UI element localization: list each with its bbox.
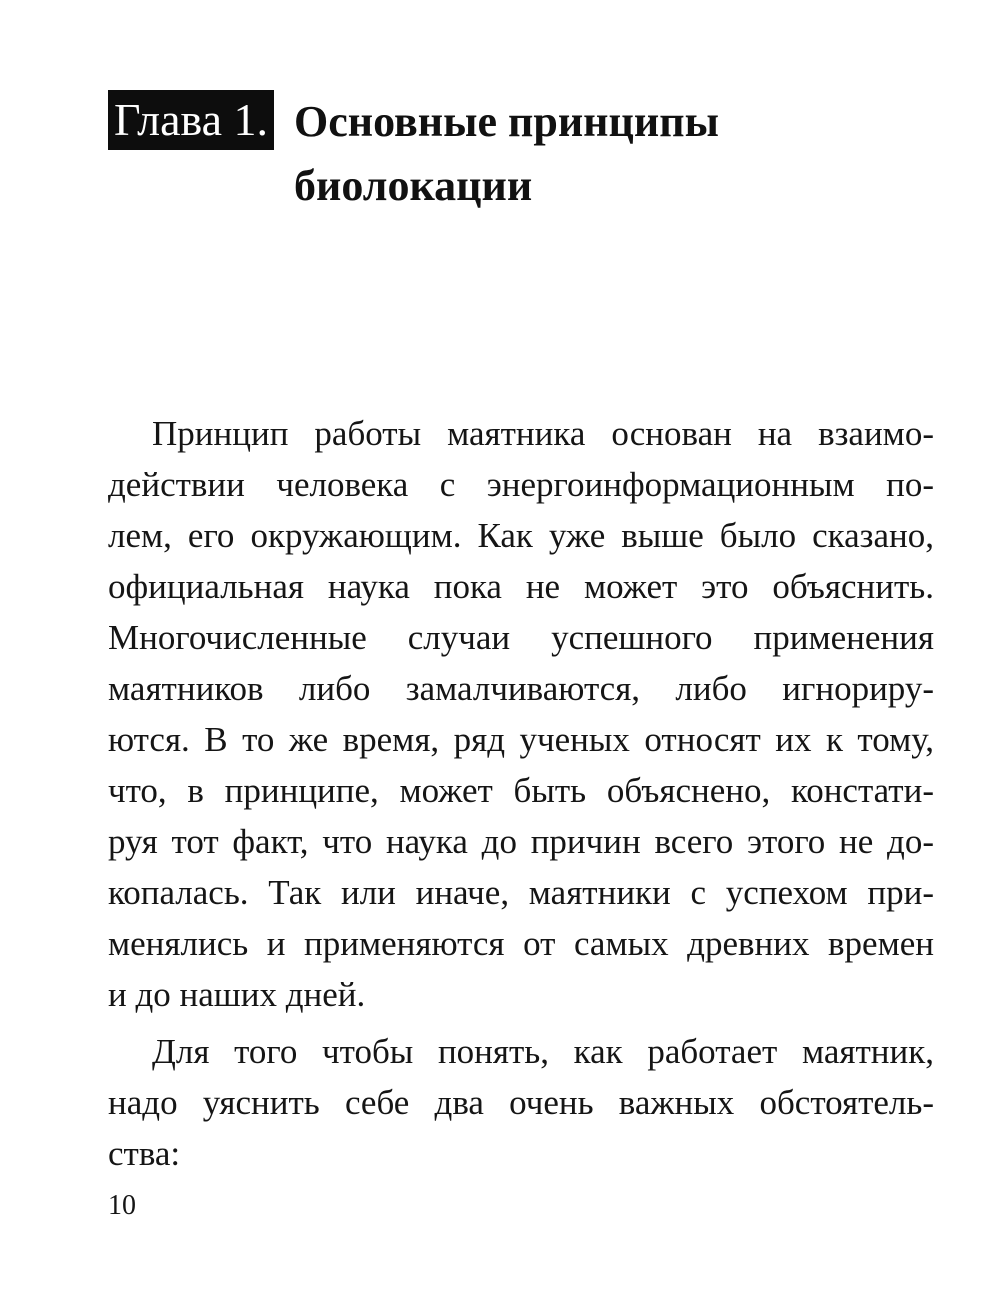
- text-line: и до наших дней.: [108, 975, 366, 1014]
- chapter-title-line: Основные принципы: [294, 97, 719, 146]
- page-number: 10: [108, 1190, 136, 1221]
- chapter-label: Глава 1.: [108, 90, 274, 150]
- text-line: ются. В то же время, ряд ученых относят их к тому,: [108, 720, 934, 759]
- text-line: что, в принципе, может быть объяснено, констати-: [108, 771, 934, 810]
- paragraph: [108, 1026, 934, 1179]
- text-line: надо уяснить себе два очень важных обстоятель-: [108, 1083, 934, 1122]
- text-line: руя тот факт, что наука до причин всего этого не до-: [108, 822, 934, 861]
- text-line: копалась. Так или иначе, маятники с успехом при-: [108, 873, 934, 912]
- text-line: официальная наука пока не может это объяснить.: [108, 567, 934, 606]
- body-text: [108, 408, 934, 1179]
- paragraph: [108, 408, 934, 1020]
- text-line: лем, его окружающим. Как уже выше было сказано,: [108, 516, 934, 555]
- text-line: Принцип работы маятника основан на взаимо-: [152, 414, 934, 453]
- chapter-title-line: биолокации: [294, 161, 533, 210]
- text-line: ства:: [108, 1134, 181, 1173]
- text-line: действии человека с энергоинформационным по-: [108, 465, 934, 504]
- chapter-title: [294, 90, 934, 218]
- text-line: Для того чтобы понять, как работает маятник,: [152, 1032, 934, 1071]
- text-line: менялись и применяются от самых древних времен: [108, 924, 934, 963]
- text-line: маятников либо замалчиваются, либо игнориру-: [108, 669, 934, 708]
- text-line: Многочисленные случаи успешного применения: [108, 618, 934, 657]
